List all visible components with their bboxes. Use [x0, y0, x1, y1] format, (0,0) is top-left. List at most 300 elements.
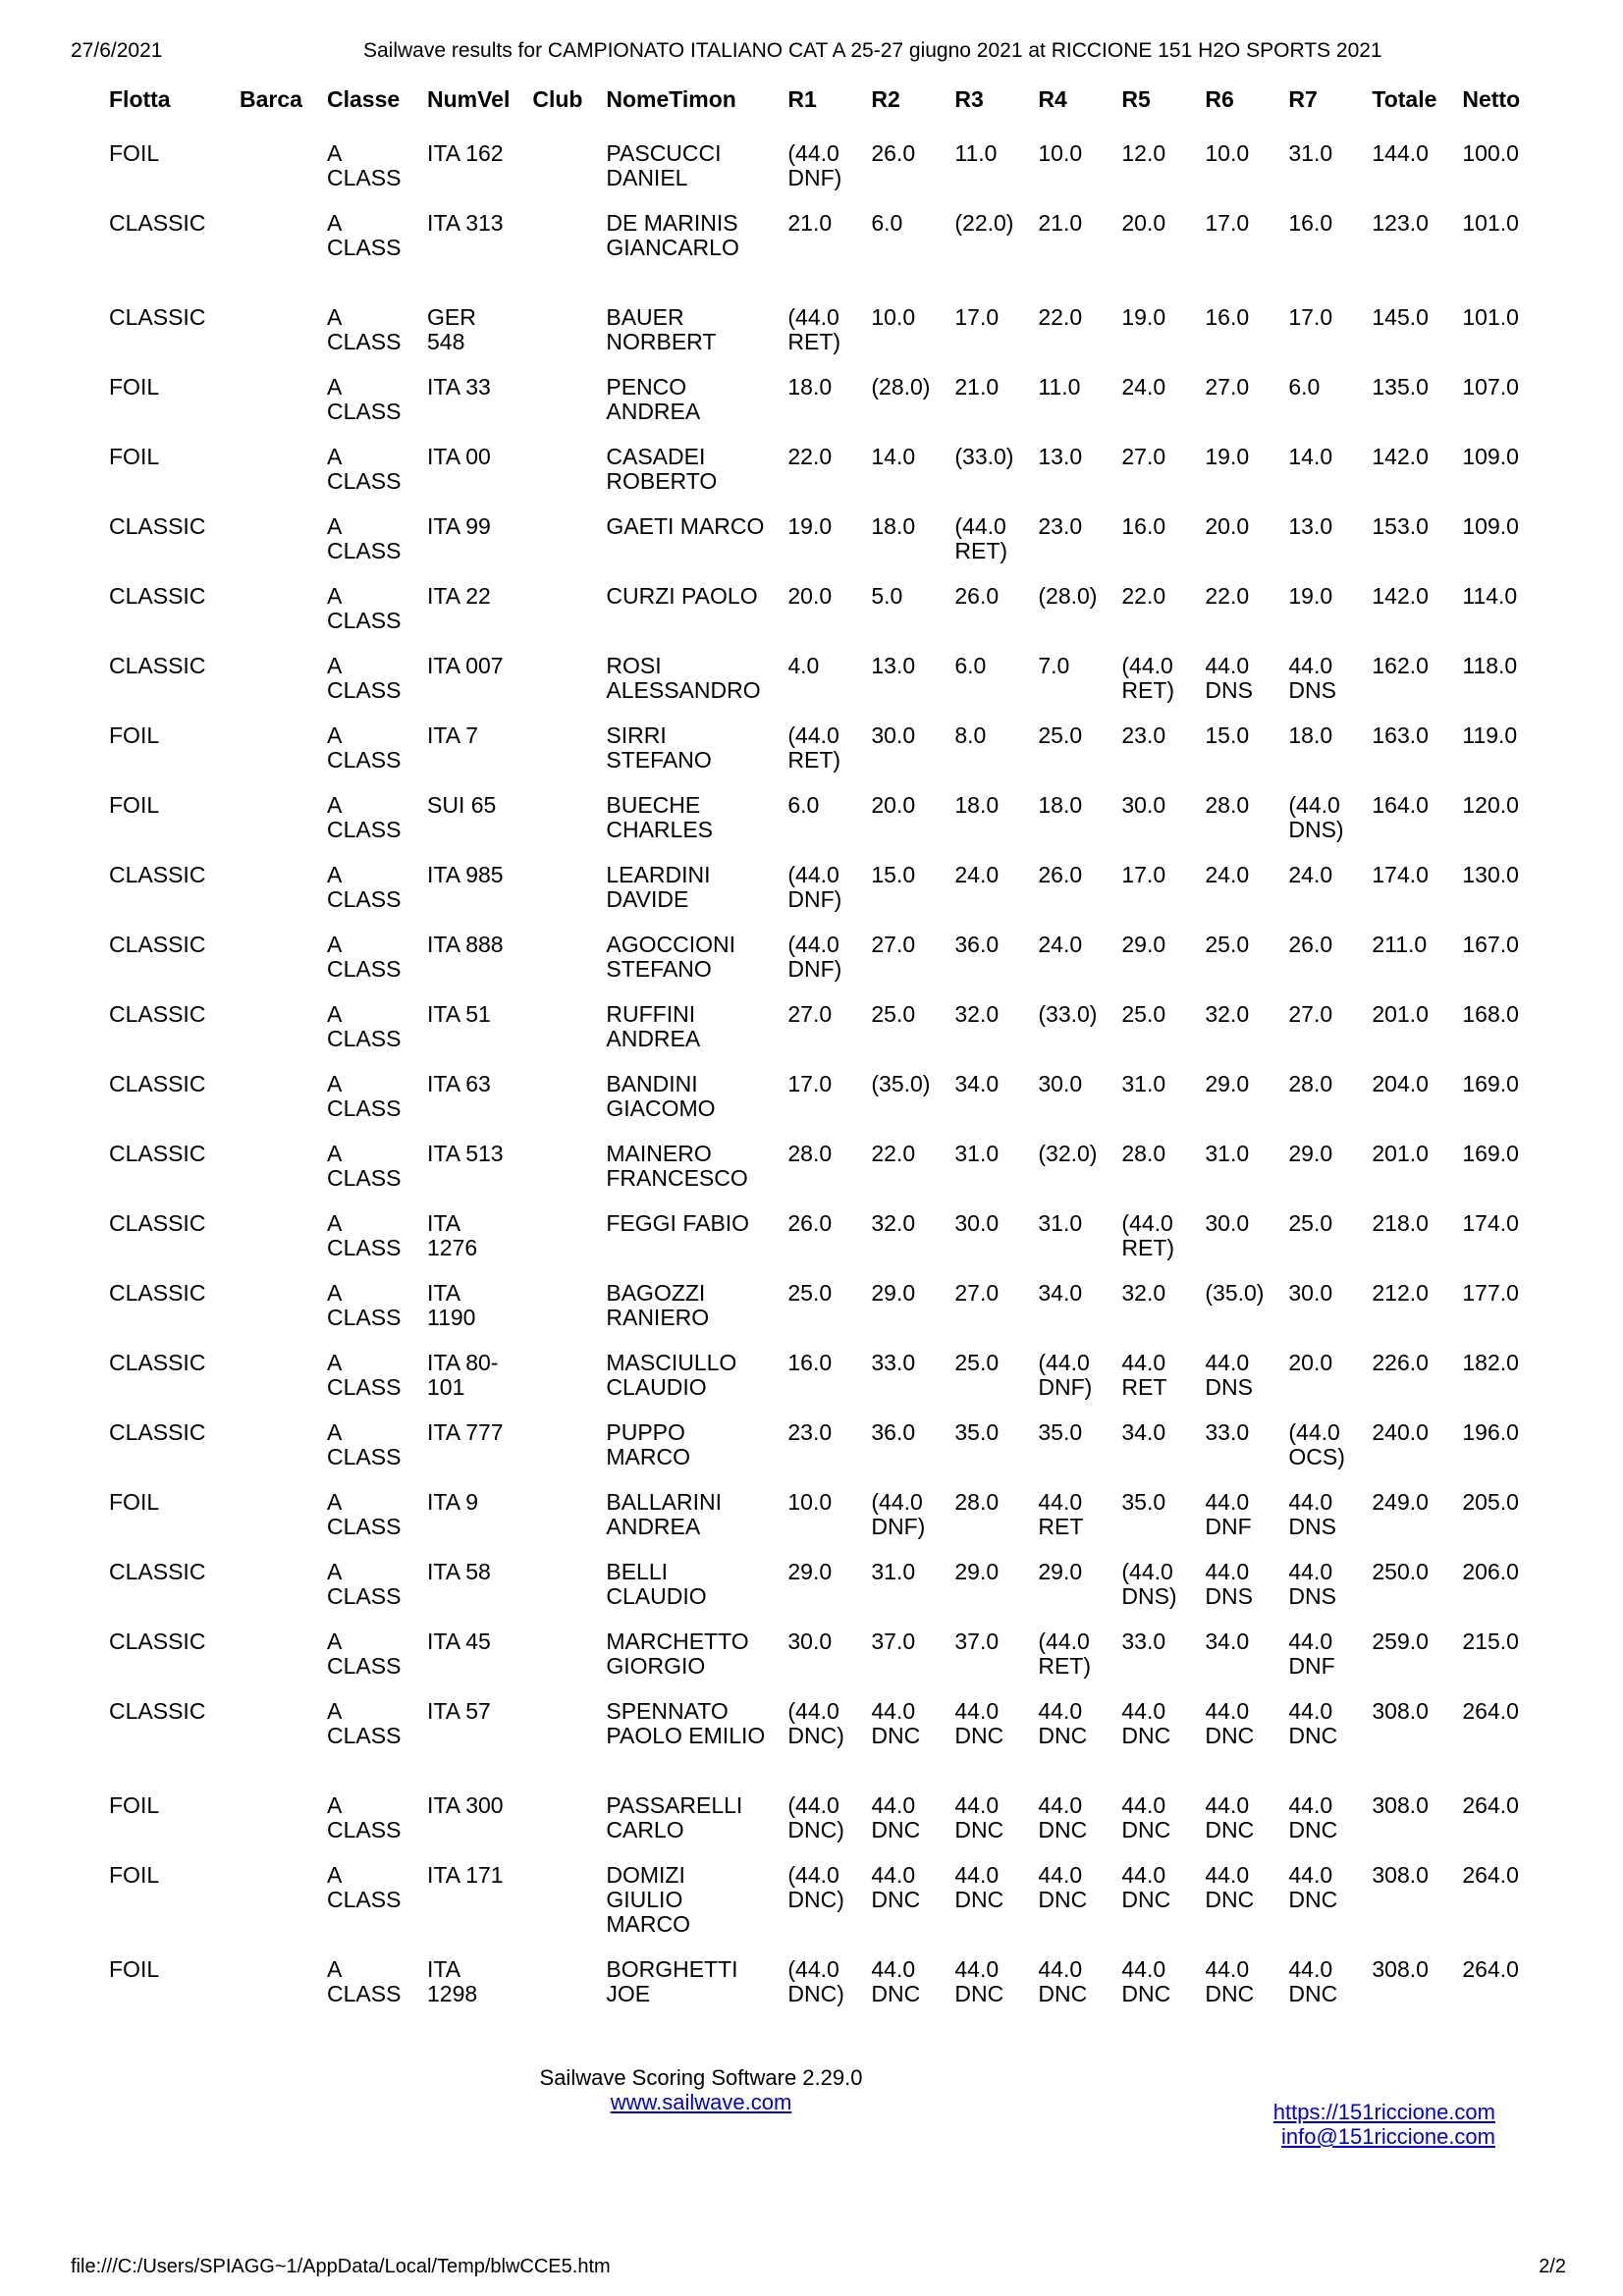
- cell-totale: 135.0: [1372, 374, 1429, 400]
- cell-r1: (44.0 DNC): [787, 1862, 844, 1912]
- cell-flotta: CLASSIC: [109, 210, 206, 236]
- cell-flotta: CLASSIC: [109, 1559, 206, 1584]
- cell-classe: A CLASS: [327, 140, 402, 190]
- cell-numvel: ITA 313: [427, 210, 504, 236]
- cell-numvel: ITA 22: [427, 583, 491, 609]
- cell-r6: (35.0): [1205, 1280, 1265, 1306]
- cell-totale: 259.0: [1372, 1629, 1429, 1654]
- cell-classe: A CLASS: [327, 1280, 402, 1330]
- cell-r6: 28.0: [1205, 792, 1250, 818]
- cell-club: [517, 1620, 591, 1689]
- cell-r3: 24.0: [954, 862, 1000, 887]
- cell-r3: 17.0: [954, 304, 1000, 330]
- cell-r2: 44.0 DNC: [871, 1698, 921, 1748]
- cell-flotta: CLASSIC: [109, 304, 206, 330]
- cell-r1: (44.0 DNF): [787, 862, 842, 912]
- cell-totale: 250.0: [1372, 1559, 1429, 1584]
- cell-r6: 17.0: [1205, 210, 1250, 236]
- cell-r3: 32.0: [954, 1001, 1000, 1027]
- cell-flotta: FOIL: [109, 444, 160, 469]
- cell-flotta: FOIL: [109, 374, 160, 400]
- cell-netto: 100.0: [1462, 140, 1519, 166]
- cell-r3: 44.0 DNC: [954, 1956, 1004, 2006]
- cell-nometimon: MARCHETTO GIORGIO: [606, 1629, 749, 1679]
- cell-r6: 15.0: [1205, 722, 1250, 748]
- cell-flotta: FOIL: [109, 140, 160, 166]
- cell-r7: 19.0: [1288, 583, 1333, 609]
- cell-r3: 8.0: [954, 722, 987, 748]
- cell-netto: 167.0: [1462, 932, 1519, 957]
- cell-nometimon: RUFFINI ANDREA: [606, 1001, 701, 1051]
- cell-nometimon: PENCO ANDREA: [606, 374, 701, 424]
- cell-numvel: ITA 007: [427, 653, 504, 678]
- cell-club: [517, 1853, 591, 1948]
- cell-classe: A CLASS: [327, 1350, 402, 1400]
- cell-flotta: CLASSIC: [109, 583, 206, 609]
- cell-r4: 31.0: [1038, 1210, 1083, 1236]
- col-header-netto: Netto: [1462, 86, 1521, 112]
- col-header-r4: R4: [1038, 86, 1067, 112]
- cell-totale: 308.0: [1372, 1956, 1429, 1982]
- cell-barca: [225, 435, 312, 505]
- software-name: Sailwave Scoring Software 2.29.0: [539, 2065, 863, 2090]
- cell-flotta: CLASSIC: [109, 1280, 206, 1306]
- cell-r5: 28.0: [1121, 1141, 1166, 1166]
- cell-r2: 5.0: [871, 583, 903, 609]
- cell-classe: A CLASS: [327, 1071, 402, 1121]
- col-header-totale: Totale: [1372, 86, 1437, 112]
- cell-r6: 32.0: [1205, 1001, 1250, 1027]
- print-date: 27/6/2021: [71, 39, 163, 62]
- col-header-classe: Classe: [327, 86, 401, 112]
- cell-flotta: FOIL: [109, 1489, 160, 1515]
- cell-r1: 21.0: [787, 210, 833, 236]
- cell-r5: 44.0 DNC: [1121, 1792, 1171, 1842]
- cell-netto: 215.0: [1462, 1629, 1519, 1654]
- cell-r5: 19.0: [1121, 304, 1166, 330]
- cell-nometimon: PASCUCCI DANIEL: [606, 140, 722, 190]
- cell-r7: 14.0: [1288, 444, 1333, 469]
- cell-numvel: ITA 888: [427, 932, 504, 957]
- cell-r3: 31.0: [954, 1141, 1000, 1166]
- cell-barca: [225, 1784, 312, 1853]
- col-header-barca: Barca: [240, 86, 302, 112]
- cell-r5: 30.0: [1121, 792, 1166, 818]
- cell-r4: (44.0 RET): [1038, 1629, 1092, 1679]
- cell-r3: 37.0: [954, 1629, 1000, 1654]
- cell-classe: A CLASS: [327, 1419, 402, 1469]
- cell-nometimon: CASADEI ROBERTO: [606, 444, 718, 494]
- cell-flotta: CLASSIC: [109, 1001, 206, 1027]
- cell-r3: (33.0): [954, 444, 1014, 469]
- cell-flotta: CLASSIC: [109, 1141, 206, 1166]
- cell-barca: [225, 1550, 312, 1620]
- table-row: [94, 1411, 1539, 1480]
- cell-netto: 114.0: [1462, 583, 1518, 609]
- cell-r2: 10.0: [871, 304, 916, 330]
- cell-r5: 25.0: [1121, 1001, 1166, 1027]
- cell-r6: 30.0: [1205, 1210, 1250, 1236]
- cell-r4: 30.0: [1038, 1071, 1083, 1096]
- cell-r6: 31.0: [1205, 1141, 1250, 1166]
- cell-numvel: ITA 58: [427, 1559, 491, 1584]
- table-row: [94, 1062, 1539, 1132]
- cell-r7: 18.0: [1288, 722, 1333, 748]
- cell-netto: 264.0: [1462, 1956, 1519, 1982]
- cell-barca: [225, 1062, 312, 1132]
- col-header-r1: R1: [787, 86, 817, 112]
- cell-r7: 44.0 DNC: [1288, 1862, 1338, 1912]
- cell-flotta: CLASSIC: [109, 1419, 206, 1445]
- cell-nometimon: DE MARINIS GIANCARLO: [606, 210, 739, 260]
- cell-r7: 24.0: [1288, 862, 1333, 887]
- cell-r6: 10.0: [1205, 140, 1250, 166]
- cell-numvel: ITA 985: [427, 862, 504, 887]
- cell-r5: 27.0: [1121, 444, 1166, 469]
- cell-r7: 30.0: [1288, 1280, 1333, 1306]
- cell-r4: 22.0: [1038, 304, 1083, 330]
- col-header-r5: R5: [1121, 86, 1151, 112]
- cell-r7: 25.0: [1288, 1210, 1333, 1236]
- cell-totale: 201.0: [1372, 1001, 1429, 1027]
- cell-r3: 36.0: [954, 932, 1000, 957]
- cell-r2: 22.0: [871, 1141, 916, 1166]
- cell-numvel: ITA 300: [427, 1792, 504, 1818]
- table-row: [94, 1480, 1539, 1550]
- cell-totale: 226.0: [1372, 1350, 1429, 1375]
- cell-nometimon: MAINERO FRANCESCO: [606, 1141, 748, 1191]
- cell-netto: 206.0: [1462, 1559, 1519, 1584]
- cell-classe: A CLASS: [327, 1559, 402, 1609]
- sailwave-link[interactable]: www.sailwave.com: [610, 2090, 792, 2114]
- cell-r1: (44.0 RET): [787, 722, 841, 773]
- page-title: Sailwave results for CAMPIONATO ITALIANO CAT A 25-27 giugno 2021 at RICCIONE 151 H2O SPORTS 2021: [363, 39, 1382, 62]
- cell-classe: A CLASS: [327, 210, 402, 260]
- cell-r1: 27.0: [787, 1001, 833, 1027]
- cell-r1: 16.0: [787, 1350, 833, 1375]
- cell-totale: 144.0: [1372, 140, 1429, 166]
- cell-r4: 7.0: [1038, 653, 1070, 678]
- cell-r4: 13.0: [1038, 444, 1083, 469]
- cell-flotta: CLASSIC: [109, 1071, 206, 1096]
- cell-r4: 18.0: [1038, 792, 1083, 818]
- cell-numvel: ITA 513: [427, 1141, 504, 1166]
- cell-r5: 29.0: [1121, 932, 1166, 957]
- cell-netto: 109.0: [1462, 513, 1519, 539]
- cell-r2: 29.0: [871, 1280, 916, 1306]
- table-row: [94, 1853, 1539, 1948]
- cell-r5: 35.0: [1121, 1489, 1166, 1515]
- cell-r2: 20.0: [871, 792, 916, 818]
- cell-barca: [225, 1201, 312, 1271]
- cell-classe: A CLASS: [327, 304, 402, 354]
- cell-r3: 30.0: [954, 1210, 1000, 1236]
- cell-r3: 34.0: [954, 1071, 1000, 1096]
- cell-r5: (44.0 DNS): [1121, 1559, 1177, 1609]
- cell-barca: [225, 1271, 312, 1341]
- cell-barca: [225, 644, 312, 714]
- cell-r2: 25.0: [871, 1001, 916, 1027]
- cell-r7: 26.0: [1288, 932, 1333, 957]
- table-row: [94, 574, 1539, 644]
- cell-r3: 18.0: [954, 792, 1000, 818]
- print-file-path: file:///C:/Users/SPIAGG~1/AppData/Local/Temp/blwCCE5.htm: [71, 2256, 611, 2277]
- cell-r2: 44.0 DNC: [871, 1862, 921, 1912]
- cell-flotta: FOIL: [109, 1792, 160, 1818]
- cell-netto: 205.0: [1462, 1489, 1519, 1515]
- cell-r4: 26.0: [1038, 862, 1083, 887]
- table-row: [94, 201, 1539, 295]
- cell-club: [517, 783, 591, 853]
- table-row: [94, 1620, 1539, 1689]
- cell-r7: 29.0: [1288, 1141, 1333, 1166]
- club-email-link[interactable]: info@151riccione.com: [1281, 2124, 1495, 2149]
- cell-nometimon: AGOCCIONI STEFANO: [606, 932, 735, 982]
- cell-club: [517, 574, 591, 644]
- cell-flotta: CLASSIC: [109, 1629, 206, 1654]
- cell-nometimon: LEARDINI DAVIDE: [606, 862, 711, 912]
- cell-r5: 32.0: [1121, 1280, 1166, 1306]
- cell-r4: (28.0): [1038, 583, 1098, 609]
- cell-r2: 18.0: [871, 513, 916, 539]
- cell-r6: 19.0: [1205, 444, 1250, 469]
- cell-totale: 211.0: [1372, 932, 1428, 957]
- cell-classe: A CLASS: [327, 1489, 402, 1539]
- cell-r2: (35.0): [871, 1071, 931, 1096]
- cell-r6: 44.0 DNC: [1205, 1792, 1255, 1842]
- cell-r7: 44.0 DNS: [1288, 653, 1336, 703]
- col-header-club: Club: [532, 86, 583, 112]
- cell-r1: (44.0 DNF): [787, 140, 842, 190]
- cell-r6: 44.0 DNS: [1205, 653, 1253, 703]
- cell-r6: 44.0 DNS: [1205, 1559, 1253, 1609]
- cell-r2: 33.0: [871, 1350, 916, 1375]
- cell-r7: 44.0 DNS: [1288, 1489, 1336, 1539]
- cell-classe: A CLASS: [327, 1141, 402, 1191]
- col-header-nometimon: NomeTimon: [606, 86, 736, 112]
- cell-numvel: ITA 80-101: [427, 1350, 499, 1400]
- cell-totale: 218.0: [1372, 1210, 1429, 1236]
- cell-r4: 25.0: [1038, 722, 1083, 748]
- cell-r1: (44.0 DNC): [787, 1698, 844, 1748]
- cell-r4: 44.0 DNC: [1038, 1792, 1088, 1842]
- cell-r7: 13.0: [1288, 513, 1333, 539]
- cell-r1: 29.0: [787, 1559, 833, 1584]
- cell-r1: 30.0: [787, 1629, 833, 1654]
- table-row: [94, 714, 1539, 783]
- cell-barca: [225, 505, 312, 574]
- cell-nometimon: BANDINI GIACOMO: [606, 1071, 716, 1121]
- cell-r7: 44.0 DNF: [1288, 1629, 1335, 1679]
- cell-netto: 264.0: [1462, 1792, 1519, 1818]
- cell-classe: A CLASS: [327, 1792, 402, 1842]
- club-contacts: [1273, 2100, 1495, 2149]
- cell-classe: A CLASS: [327, 513, 402, 563]
- cell-r1: 19.0: [787, 513, 833, 539]
- cell-r6: 29.0: [1205, 1071, 1250, 1096]
- cell-nometimon: DOMIZI GIULIO MARCO: [606, 1862, 690, 1937]
- cell-netto: 119.0: [1462, 722, 1518, 748]
- cell-classe: A CLASS: [327, 862, 402, 912]
- cell-r3: 28.0: [954, 1489, 1000, 1515]
- cell-club: [517, 1784, 591, 1853]
- cell-barca: [225, 783, 312, 853]
- cell-numvel: ITA 45: [427, 1629, 491, 1654]
- cell-r5: 20.0: [1121, 210, 1166, 236]
- cell-r5: 44.0 RET: [1121, 1350, 1167, 1400]
- cell-numvel: ITA 9: [427, 1489, 478, 1515]
- cell-r6: 33.0: [1205, 1419, 1250, 1445]
- cell-classe: A CLASS: [327, 1698, 402, 1748]
- cell-totale: 163.0: [1372, 722, 1429, 748]
- cell-r5: 17.0: [1121, 862, 1166, 887]
- cell-flotta: CLASSIC: [109, 862, 206, 887]
- cell-r3: 29.0: [954, 1559, 1000, 1584]
- print-page-number: 2/2: [1539, 2256, 1566, 2277]
- cell-club: [517, 1689, 591, 1784]
- cell-club: [517, 295, 591, 365]
- cell-r3: 44.0 DNC: [954, 1698, 1004, 1748]
- cell-r6: 16.0: [1205, 304, 1250, 330]
- cell-barca: [225, 201, 312, 295]
- cell-nometimon: MASCIULLO CLAUDIO: [606, 1350, 737, 1400]
- col-header-r3: R3: [954, 86, 984, 112]
- cell-r3: (22.0): [954, 210, 1014, 236]
- cell-r5: 44.0 DNC: [1121, 1862, 1171, 1912]
- cell-r1: 6.0: [787, 792, 820, 818]
- cell-club: [517, 644, 591, 714]
- cell-r4: 44.0 DNC: [1038, 1862, 1088, 1912]
- cell-barca: [225, 853, 312, 923]
- cell-netto: 264.0: [1462, 1862, 1519, 1888]
- cell-barca: [225, 923, 312, 992]
- cell-club: [517, 1062, 591, 1132]
- cell-barca: [225, 1620, 312, 1689]
- cell-r1: 23.0: [787, 1419, 833, 1445]
- cell-r4: 10.0: [1038, 140, 1083, 166]
- club-website-link[interactable]: https://151riccione.com: [1272, 2100, 1495, 2124]
- cell-netto: 101.0: [1462, 210, 1519, 236]
- cell-r6: 44.0 DNC: [1205, 1956, 1255, 2006]
- cell-totale: 308.0: [1372, 1792, 1429, 1818]
- cell-club: [517, 1411, 591, 1480]
- cell-barca: [225, 1689, 312, 1784]
- cell-r3: 11.0: [954, 140, 998, 166]
- cell-classe: A CLASS: [327, 932, 402, 982]
- cell-netto: 101.0: [1462, 304, 1519, 330]
- cell-r4: 29.0: [1038, 1559, 1083, 1584]
- cell-totale: 249.0: [1372, 1489, 1429, 1515]
- cell-r4: 35.0: [1038, 1419, 1083, 1445]
- cell-numvel: ITA 7: [427, 722, 478, 748]
- cell-classe: A CLASS: [327, 444, 402, 494]
- cell-r2: (44.0 DNF): [871, 1489, 926, 1539]
- cell-club: [517, 853, 591, 923]
- cell-r4: 23.0: [1038, 513, 1083, 539]
- cell-numvel: ITA 99: [427, 513, 491, 539]
- cell-r3: 26.0: [954, 583, 1000, 609]
- cell-r1: 22.0: [787, 444, 833, 469]
- cell-r1: 20.0: [787, 583, 833, 609]
- cell-r4: (32.0): [1038, 1141, 1098, 1166]
- cell-r3: 27.0: [954, 1280, 1000, 1306]
- cell-barca: [225, 1948, 312, 2017]
- cell-r4: 11.0: [1038, 374, 1081, 400]
- cell-r2: 32.0: [871, 1210, 916, 1236]
- cell-r5: 22.0: [1121, 583, 1166, 609]
- cell-r4: 21.0: [1038, 210, 1083, 236]
- cell-totale: 162.0: [1372, 653, 1429, 678]
- cell-netto: 168.0: [1462, 1001, 1519, 1027]
- table-row: [94, 853, 1539, 923]
- table-row: [94, 1948, 1539, 2017]
- cell-r5: (44.0 RET): [1121, 1210, 1175, 1260]
- cell-classe: A CLASS: [327, 1001, 402, 1051]
- cell-r7: 31.0: [1288, 140, 1333, 166]
- cell-flotta: FOIL: [109, 792, 160, 818]
- cell-r2: 14.0: [871, 444, 916, 469]
- cell-r1: (44.0 DNF): [787, 932, 842, 982]
- cell-r7: 27.0: [1288, 1001, 1333, 1027]
- cell-r3: 21.0: [954, 374, 1000, 400]
- cell-club: [517, 1201, 591, 1271]
- cell-r1: 26.0: [787, 1210, 833, 1236]
- cell-classe: A CLASS: [327, 653, 402, 703]
- cell-club: [517, 201, 591, 295]
- table-row: [94, 1341, 1539, 1411]
- cell-netto: 107.0: [1462, 374, 1519, 400]
- cell-flotta: CLASSIC: [109, 1698, 206, 1724]
- cell-nometimon: BUECHE CHARLES: [606, 792, 714, 842]
- cell-netto: 118.0: [1462, 653, 1518, 678]
- cell-netto: 169.0: [1462, 1071, 1519, 1096]
- cell-club: [517, 365, 591, 435]
- cell-r7: 28.0: [1288, 1071, 1333, 1096]
- cell-classe: A CLASS: [327, 1956, 402, 2006]
- table-row: [94, 132, 1539, 201]
- cell-club: [517, 435, 591, 505]
- cell-r1: (44.0 DNC): [787, 1956, 844, 2006]
- cell-nometimon: BALLARINI ANDREA: [606, 1489, 722, 1539]
- cell-r6: 34.0: [1205, 1629, 1250, 1654]
- cell-r7: 20.0: [1288, 1350, 1333, 1375]
- cell-netto: 174.0: [1462, 1210, 1519, 1236]
- table-row: [94, 505, 1539, 574]
- cell-r3: 6.0: [954, 653, 987, 678]
- cell-r5: 16.0: [1121, 513, 1166, 539]
- table-row: [94, 1271, 1539, 1341]
- table-row: [94, 1784, 1539, 1853]
- cell-totale: 204.0: [1372, 1071, 1429, 1096]
- cell-barca: [225, 714, 312, 783]
- cell-totale: 240.0: [1372, 1419, 1429, 1445]
- cell-r7: 6.0: [1288, 374, 1321, 400]
- cell-numvel: ITA 1190: [427, 1280, 476, 1330]
- cell-r7: 16.0: [1288, 210, 1333, 236]
- cell-classe: A CLASS: [327, 583, 402, 633]
- cell-totale: 145.0: [1372, 304, 1429, 330]
- cell-numvel: SUI 65: [427, 792, 497, 818]
- cell-r3: 44.0 DNC: [954, 1792, 1004, 1842]
- cell-r5: 31.0: [1121, 1071, 1166, 1096]
- table-row: [94, 1201, 1539, 1271]
- cell-r6: 25.0: [1205, 932, 1250, 957]
- cell-r4: 44.0 RET: [1038, 1489, 1084, 1539]
- cell-barca: [225, 1411, 312, 1480]
- col-header-numvel: NumVel: [427, 86, 511, 112]
- cell-r1: 4.0: [787, 653, 820, 678]
- cell-barca: [225, 132, 312, 201]
